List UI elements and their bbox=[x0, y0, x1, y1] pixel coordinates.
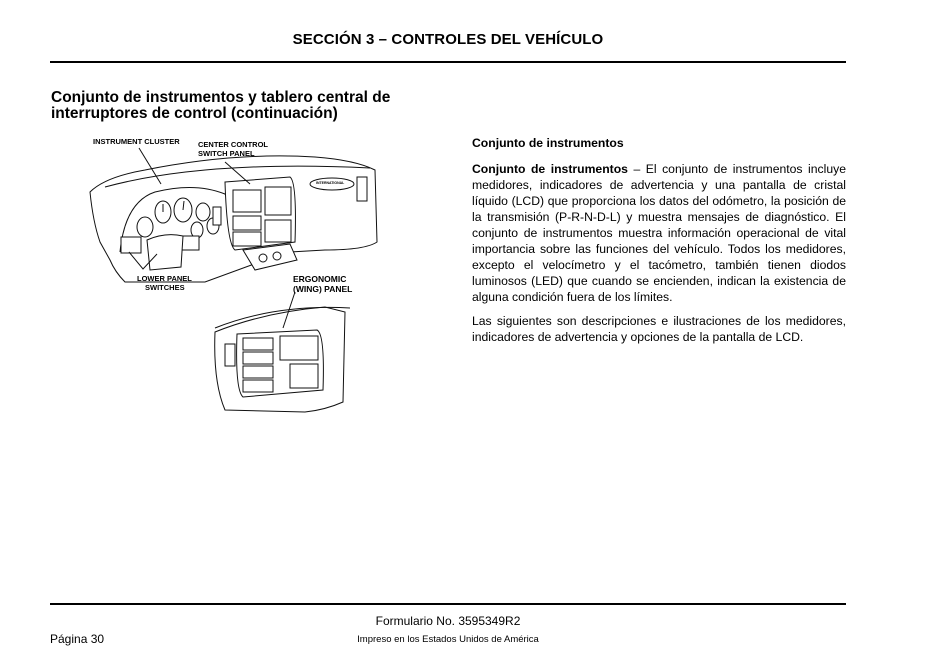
label-lower-panel-line1: LOWER PANEL bbox=[137, 274, 192, 283]
label-ergonomic-line1: ERGONOMIC bbox=[293, 274, 347, 284]
paragraph-2: Las siguientes son descripciones e ilustraciones de los medidores, indicadores de advertencia y opciones de la pantalla de LCD. bbox=[472, 314, 846, 344]
printed-in: Impreso en los Estados Unidos de América bbox=[357, 634, 539, 645]
vent-left bbox=[213, 207, 221, 225]
steering-column bbox=[147, 235, 183, 270]
center-control-panel bbox=[225, 177, 295, 250]
form-number: Formulario No. 3595349R2 bbox=[375, 614, 521, 628]
label-brand-badge: INTERNATIONAL bbox=[316, 181, 345, 185]
paragraph-1-text: – El conjunto de instrumentos incluye medidores, indicadores de advertencia y una pantalla de cristal líquido (LCD) que proporciona los datos del odómetro, la posición de la transmisión (P-R-N-D-L) y muestra mensajes de diagnóstico. El conjunto de instrumentos muestra información operacional de vital importancia sobre las funciones del vehículo. Todos los medidores, excepto el velocímetro y el tacómetro, también tienen diodos luminosos (LED) que cuando se encienden, indican la existencia de alguna condición fuera de los límites. bbox=[472, 162, 846, 304]
instrument-cluster-description bbox=[472, 135, 846, 353]
dashboard-illustration bbox=[85, 132, 385, 422]
wing-vent bbox=[225, 344, 235, 366]
paragraph-1 bbox=[472, 161, 846, 305]
page-number: Página 30 bbox=[50, 632, 105, 646]
footer-divider bbox=[50, 603, 846, 605]
label-center-control-line2: SWITCH PANEL bbox=[198, 149, 255, 158]
section-title: Conjunto de instrumentos y tablero central de interruptores de control (continuación) bbox=[51, 89, 391, 122]
label-lower-panel-line2: SWITCHES bbox=[145, 283, 185, 292]
lower-switch-right bbox=[181, 236, 199, 250]
label-center-control-line1: CENTER CONTROL bbox=[198, 140, 268, 149]
label-instrument-cluster: INSTRUMENT CLUSTER bbox=[93, 137, 180, 146]
header-divider bbox=[50, 61, 846, 63]
section-header: SECCIÓN 3 – CONTROLES DEL VEHÍCULO bbox=[292, 31, 604, 48]
paragraph-1-lead: Conjunto de instrumentos bbox=[472, 162, 628, 176]
label-ergonomic-line2: (WING) PANEL bbox=[293, 284, 353, 294]
vent-right bbox=[357, 177, 367, 201]
lower-switch-left bbox=[121, 237, 141, 253]
subheading: Conjunto de instrumentos bbox=[472, 136, 624, 150]
